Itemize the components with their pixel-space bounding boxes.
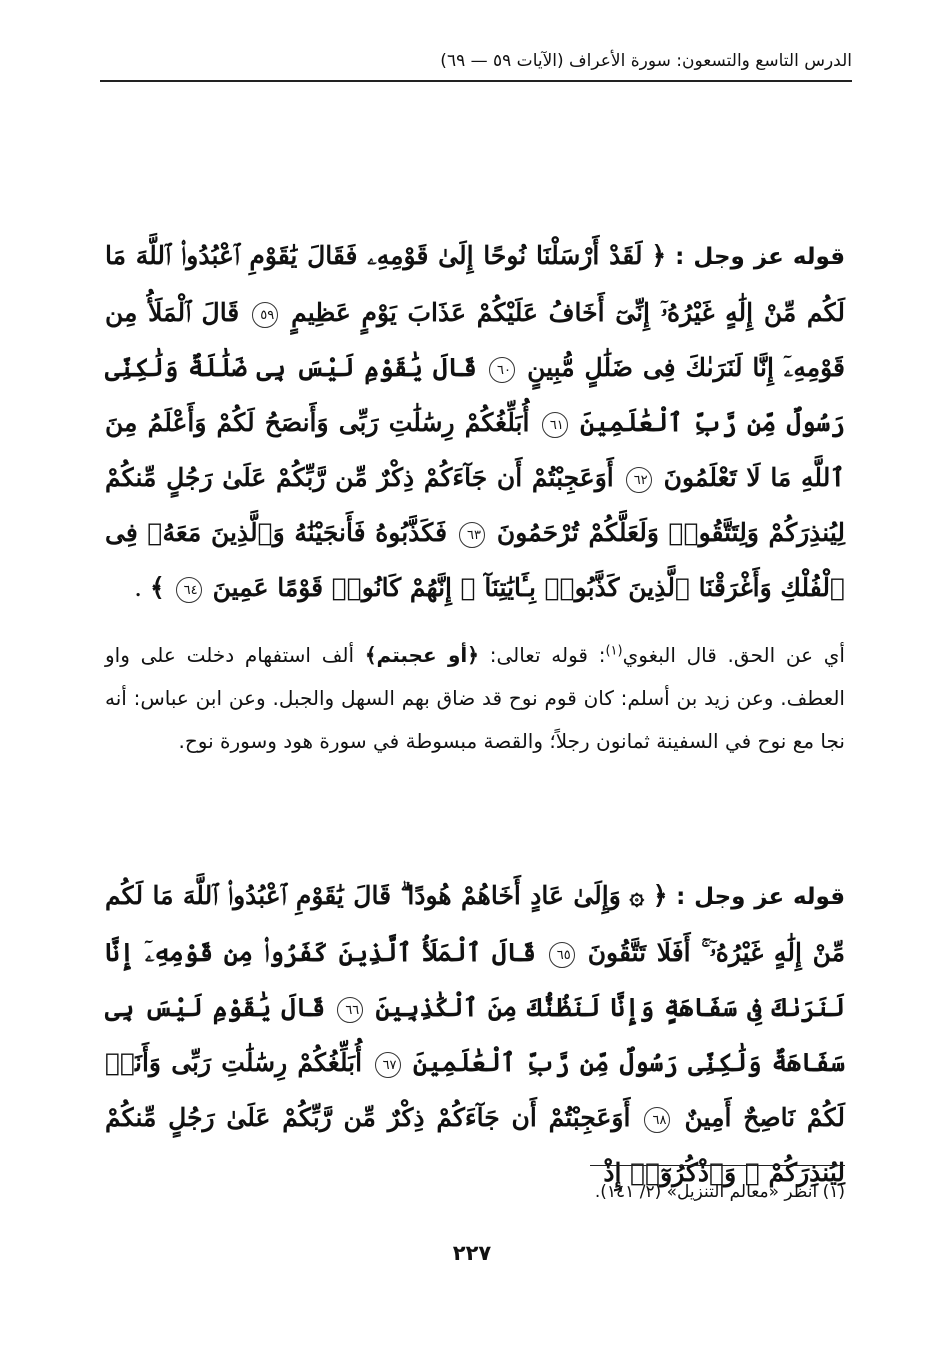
verse-text-69: أَوَعَجِبْتُمْ أَن جَآءَكُمْ ذِكْرٌ مِّن رَّبِّكُمْ عَلَىٰ رَجُلٍ مِّنكُمْ لِيُنذِرَكُمْ ۚ وَٱذْكُرُوٓا۟ إِذْ — [105, 1103, 845, 1187]
ayah-number-59: ٥٩ — [252, 302, 278, 328]
commentary-quote: ﴿أو عجبتم﴾ — [364, 643, 479, 667]
running-header-title: الدرس التاسع والتسعون: سورة الأعراف (الآيات ٥٩ — ٦٩) — [440, 51, 852, 71]
ayah-number-60: ٦٠ — [489, 357, 515, 383]
ayah-number-65: ٦٥ — [549, 942, 575, 968]
hizb-star-icon: ۞ — [629, 881, 645, 910]
footnote-text: انظر «معالم التنزيل» (٢/ ١٤١). — [594, 1182, 818, 1202]
verse-open-bracket-1: ﴿ — [651, 241, 667, 270]
ayah-number-62: ٦٢ — [626, 467, 652, 493]
verse-open-bracket-2: ﴿ — [652, 881, 668, 910]
verse-text-64: فَكَذَّبُوهُ فَأَنجَيْنَٰهُ وَٱلَّذِينَ مَعَهُۥ فِى ٱلْفُلْكِ وَأَغْرَقْنَا ٱلَّذِينَ كَذَّبُوا۟ بِـَٔايَٰتِنَآ ۚ إِنَّهُمْ كَانُوا۟ قَوْمًا عَمِينَ — [105, 518, 845, 602]
verse-text-61: قَالَ يَٰقَوْمِ لَيْسَ بِى ضَلَٰلَةٌ وَلَٰكِنِّى رَسُولٌ مِّن رَّبِّ ٱلْعَٰلَمِينَ — [105, 353, 845, 437]
ayah-number-66: ٦٦ — [337, 997, 363, 1023]
header-divider — [100, 80, 852, 82]
verse-text-67: قَالَ يَٰقَوْمِ لَيْسَ بِى سَفَاهَةٌ وَلَٰكِنِّى رَسُولٌ مِّن رَّبِّ ٱلْعَٰلَمِينَ — [105, 993, 845, 1077]
commentary-text-end: ألف استفهام دخلت على واو العطف. وعن زيد بن أسلم: كان قوم نوح قد ضاق بهم السهل والجبل. وعن ابن عباس: أنه نجا مع نوح في السفينة ثمانون رجلاً؛ والقصة مبسوطة في سورة هود وسورة نوح. — [105, 643, 845, 753]
footnote — [480, 1177, 845, 1207]
ayah-number-68: ٦٨ — [644, 1107, 670, 1133]
ayah-number-64: ٦٤ — [176, 577, 202, 603]
footnote-reference[interactable]: (١) — [605, 643, 623, 659]
running-header — [100, 44, 852, 80]
verse-intro-1: قوله عز وجل : — [675, 244, 846, 270]
verse-end-period-1: . — [134, 573, 151, 602]
verse-text-62: أُبَلِّغُكُمْ رِسَٰلَٰتِ رَبِّى وَأَنصَحُ لَكُمْ وَأَعْلَمُ مِنَ ٱللَّهِ مَا لَا تَعْلَمُونَ — [105, 408, 845, 492]
verse-text-63: أَوَعَجِبْتُمْ أَن جَآءَكُمْ ذِكْرٌ مِّن رَّبِّكُمْ عَلَىٰ رَجُلٍ مِّنكُمْ لِيُنذِرَكُمْ وَلِتَتَّقُوا۟ وَلَعَلَّكُمْ تُرْحَمُونَ — [105, 463, 845, 547]
verse-text-68: أُبَلِّغُكُمْ رِسَٰلَٰتِ رَبِّى وَأَنَا۠ لَكُمْ نَاصِحٌ أَمِينٌ — [105, 1048, 845, 1132]
commentary-text-start: أي عن الحق. قال البغوي — [622, 643, 845, 667]
verse-close-bracket-1: ﴾ — [150, 573, 165, 602]
verse-text-60: قَالَ ٱلْمَلَأُ مِن قَوْمِهِۦٓ إِنَّا لَنَرَىٰكَ فِى ضَلَٰلٍ مُّبِينٍ — [105, 298, 846, 382]
commentary-text-mid: : قوله تعالى: — [478, 643, 606, 667]
verse-text-59: لَقَدْ أَرْسَلْنَا نُوحًا إِلَىٰ قَوْمِهِۦ فَقَالَ يَٰقَوْمِ ٱعْبُدُوا۟ ٱللَّهَ مَا لَكُم مِّنْ إِلَٰهٍ غَيْرُهُۥٓ إِنِّىٓ أَخَافُ عَلَيْكُمْ عَذَابَ يَوْمٍ عَظِيمٍ — [105, 241, 845, 327]
verse-block-1 — [105, 228, 845, 618]
verse-text-66: قَالَ ٱلْمَلَأُ ٱلَّذِينَ كَفَرُوا۟ مِن قَوْمِهِۦٓ إِنَّا لَنَرَىٰكَ فِى سَفَاهَةٍ وَإِنَّا لَنَظُنُّكَ مِنَ ٱلْكَٰذِبِينَ — [105, 938, 846, 1022]
commentary-paragraph — [105, 634, 845, 834]
ayah-number-67: ٦٧ — [375, 1052, 401, 1078]
ayah-number-63: ٦٣ — [459, 522, 485, 548]
ayah-number-61: ٦١ — [542, 412, 568, 438]
verse-block-2 — [105, 868, 846, 1187]
verse-text-65: وَإِلَىٰ عَادٍ أَخَاهُمْ هُودًا ۗ قَالَ يَٰقَوْمِ ٱعْبُدُوا۟ ٱللَّهَ مَا لَكُم مِّنْ إِلَٰهٍ غَيْرُهُۥٓ ۚ أَفَلَا تَتَّقُونَ — [105, 881, 845, 967]
footnote-number: (١) — [822, 1182, 845, 1202]
footnote-divider — [590, 1165, 845, 1166]
page-number: ٢٢٧ — [452, 1241, 492, 1265]
verse-intro-2: قوله عز وجل : — [676, 884, 846, 910]
